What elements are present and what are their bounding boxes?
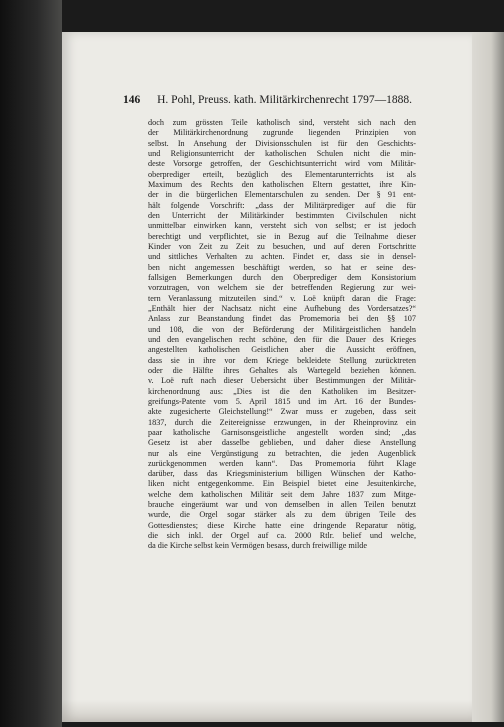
text-line: fallsigen Bemerkungen durch den Oberprediger dem Konsistorium	[148, 272, 416, 282]
scan-shadow-bottom	[62, 700, 472, 722]
text-line: deste Vorsorge getroffen, der Geschichtsunterricht wird vom Militär-	[148, 159, 416, 169]
text-line: 1837, durch die Zeitereignisse erzwungen, in der Rheinprovinz ein	[148, 417, 416, 427]
text-line: kirchenordnung aus: „Dies ist die den Katholiken im Besitzer-	[148, 386, 416, 396]
page-header	[123, 94, 419, 110]
text-line: und Religionsunterricht der katholischen Schulen nicht die min-	[148, 148, 416, 158]
text-line: Gesetz ist aber dasselbe geblieben, und daher diese Anstellung	[148, 438, 416, 448]
text-line: „Enthält hier der Nachsatz nicht eine Aufhebung des Vordersatzes?“	[148, 303, 416, 313]
text-line: Kinder von Zeit zu Zeit zu besuchen, und auf deren Fortschritte	[148, 241, 416, 251]
book-spine-shadow	[0, 0, 62, 727]
text-line: selbst. In Ansehung der Divisionsschulen ist für den Geschichts-	[148, 138, 416, 148]
text-line: oder die Hälfte ihres Gehaltes als Wartegeld beziehen können.	[148, 365, 416, 375]
page-edge-right	[472, 32, 504, 722]
text-line: ben nicht angemessen beschäftigt werden, so hat er seine des-	[148, 262, 416, 272]
text-line: nur als eine Vergünstigung zu betrachten, die jeden Augenblick	[148, 448, 416, 458]
text-line: und den evangelischen recht schöne, den für die Dauer des Krieges	[148, 334, 416, 344]
text-line: der Militärkirchenordnung zugrunde liegenden Prinzipien von	[148, 128, 416, 138]
text-line: wurde, die Orgel sogar stärker als zu dem übrigen Teile des	[148, 510, 416, 520]
text-line: welche dem katholischen Militär seit dem Jahre 1837 zum Mitge-	[148, 489, 416, 499]
text-line: Anlass zur Beanstandung findet das Promemoria bei den §§ 107	[148, 314, 416, 324]
text-line: hält folgende Vorschrift: „dass der Militärprediger auf die für	[148, 200, 416, 210]
text-line: akte zugesicherte Gleichstellung!“ Zwar muss er zugeben, dass seit	[148, 407, 416, 417]
text-line: unmittelbar einwirken kann, versteht sich von selbst; er ist jedoch	[148, 221, 416, 231]
text-line: der in die bürgerlichen Elementarschulen zu senden. Der § 91 ent-	[148, 190, 416, 200]
text-line: v. Loë ruft nach dieser Uebersicht über Bestimmungen der Militär-	[148, 376, 416, 386]
text-line: Gottesdienstes; diese Kirche hatte eine dringende Reparatur nötig,	[148, 520, 416, 530]
text-line: brauche eingeräumt war und von demselben in allen Teilen benutzt	[148, 500, 416, 510]
text-line: doch zum grössten Teile katholisch sind, versteht sich nach den	[148, 118, 416, 127]
text-line: paar katholische Garnisonsgeistliche angestellt worden sind; „das	[148, 427, 416, 437]
text-line: greifungs-Patente vom 5. April 1815 und im Art. 16 der Bundes-	[148, 396, 416, 406]
text-line: tern Veranlassung mitzuteilen sind.“ v. Loë knüpft daran die Frage:	[148, 293, 416, 303]
running-title: H. Pohl, Preuss. kath. Militärkirchenrecht 1797—1888.	[157, 94, 413, 106]
text-line: darüber, dass das Kriegsministerium billigen Wünschen der Katho-	[148, 469, 416, 479]
text-line: angestellten katholischen Geistlichen aber die Aussicht eröffnen,	[148, 345, 416, 355]
text-line: liken nicht entgegenkomme. Ein Beispiel bietet eine Jesuitenkirche,	[148, 479, 416, 489]
text-line: oberprediger erteilt, bezüglich des Elementarunterrichts ist als	[148, 169, 416, 179]
text-line: den Unterricht der Militärkinder bestimmten Civilschulen nicht	[148, 210, 416, 220]
text-line: dass sie in ihre vor dem Kriege bekleidete Stellung zurücktreten	[148, 355, 416, 365]
text-line: und sittliches Verhalten zu achten. Findet er, dass sie in densel-	[148, 252, 416, 262]
text-line: da die Kirche selbst kein Vermögen besass, durch freiwillige milde	[148, 541, 368, 551]
text-line: zurückgenommen werden kann“. Das Promemoria führt Klage	[148, 458, 416, 468]
text-line: und 108, die von der Beförderung der Militärgeistlichen handeln	[148, 324, 416, 334]
text-line: berechtigt und verpflichtet, sie in Bezug auf die Teilnahme dieser	[148, 231, 416, 241]
text-line: Maximum des Rechts den katholischen Eltern gestattet, ihre Kin-	[148, 179, 416, 189]
body-text	[148, 118, 416, 552]
text-line: die sich inkl. der Orgel auf ca. 2000 Rtlr. belief und welche,	[148, 531, 416, 541]
text-line: vorzutragen, von welchem sie der betreffenden Regierung zur wei-	[148, 283, 416, 293]
page-number: 146	[123, 94, 141, 106]
